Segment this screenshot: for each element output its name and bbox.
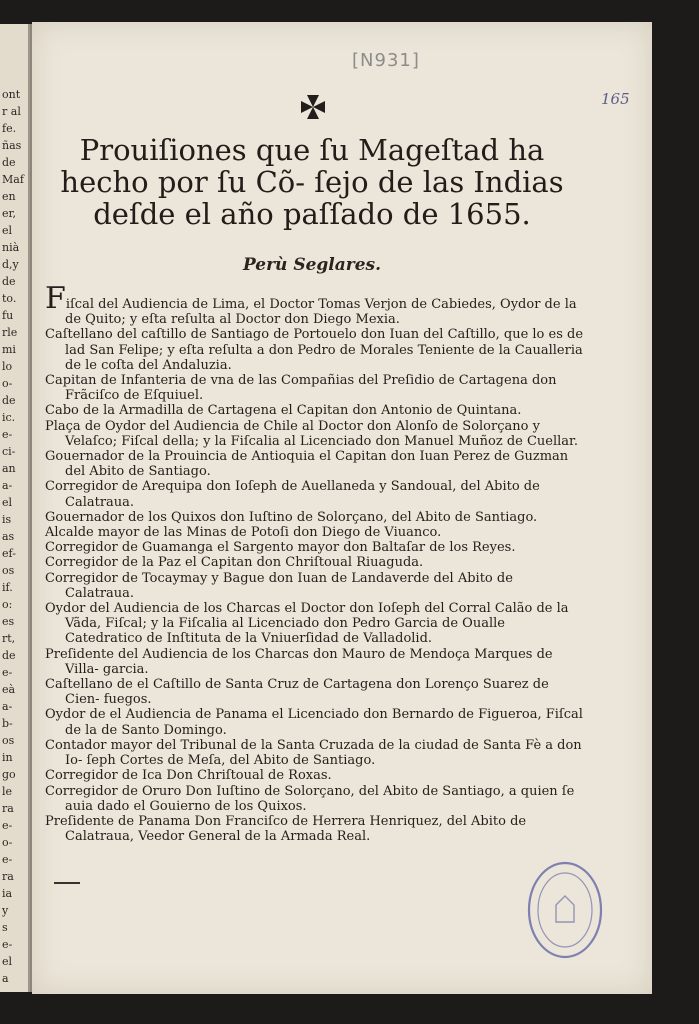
- section-heading: Perù Seglares.: [242, 255, 382, 275]
- facing-page-fragment: e-: [2, 819, 13, 832]
- list-item: Oydor del Audiencia de los Charcas el Doctor don Ioſeph del Corral Calão de la Vãda, Fiſcal; y la Fiſcalia al Licenciado don Pedro Garcia de Oualle Catedratico de Inſtituta de la Vniuerſidad de Valladolid.: [45, 601, 569, 647]
- facing-page-fragment: ñas: [2, 139, 22, 152]
- facing-page-fragment: b-: [2, 717, 13, 730]
- catalog-mark: [N931]: [352, 50, 420, 71]
- document-page: [32, 22, 652, 994]
- facing-page-fragment: os: [2, 734, 15, 747]
- end-flourish: [54, 878, 80, 884]
- facing-page-fragment: rt,: [2, 632, 16, 645]
- list-item: Corregidor de la Paz el Capitan don Chriſtoual Riuaguda.: [45, 555, 424, 571]
- maltese-cross-icon: [300, 94, 326, 120]
- facing-page-fragment: le: [2, 785, 13, 798]
- facing-page-fragment: y: [2, 904, 9, 917]
- library-stamp-icon: [526, 860, 604, 960]
- facing-page-fragment: mi: [2, 343, 16, 356]
- facing-page-fragment: e-: [2, 938, 13, 951]
- list-item: Preſidente del Audiencia de los Charcas don Mauro de Mendoça Marques de Villa- garcia.: [45, 646, 553, 677]
- list-item: Caſtellano de el Caſtillo de Santa Cruz de Cartagena don Lorenço Suarez de Cien- fuegos.: [45, 677, 549, 708]
- facing-page-fragment: el: [2, 224, 13, 237]
- list-item: Gouernador de los Quixos don Iuſtino de Solorçano, del Abito de Santiago.: [45, 509, 538, 525]
- facing-page-fragment: a: [2, 972, 9, 985]
- list-item: Caſtellano del caſtillo de Santiago de Portouelo don Iuan del Caſtillo, que lo es de lad San Felipe; y eſta reſulta a don Pedro de Morales Teniente de la Caualleria de le coſta del Andaluzia.: [45, 327, 584, 373]
- list-item: Preſidente de Panama Don Franciſco de Herrera Henriquez, del Abito de Calatraua, Veedor General de la Armada Real.: [45, 813, 527, 845]
- facing-page-fragment: ia: [2, 887, 13, 900]
- facing-page-fragment: nià: [2, 241, 20, 254]
- list-item: Cabo de la Armadilla de Cartagena el Capitan don Antonio de Quintana.: [45, 403, 522, 419]
- facing-page-fragment: as: [2, 530, 15, 543]
- facing-page-fragment: ra: [2, 802, 14, 815]
- list-item: Fiſcal del Audiencia de Lima, el Doctor Tomas Verjon de Cabiedes, Oydor de la de Quito; y eſta reſulta al Doctor don Diego Mexia.: [45, 281, 577, 328]
- facing-page-fragment: fe.: [2, 122, 17, 135]
- list-item: Corregidor de Arequipa don Ioſeph de Auellaneda y Sandoual, del Abito de Calatraua.: [45, 479, 540, 510]
- facing-page-fragment: ic.: [2, 411, 16, 424]
- facing-page-fragment: go: [2, 768, 16, 781]
- facing-page-fragment: rle: [2, 326, 18, 339]
- facing-page-fragment: a-: [2, 700, 13, 713]
- facing-page-fragment: fu: [2, 309, 14, 322]
- facing-page-fragment: e-: [2, 666, 13, 679]
- facing-page-fragment: r al: [2, 105, 21, 118]
- facing-page-fragment: s: [2, 921, 8, 934]
- facing-page-fragment: ci-: [2, 445, 16, 458]
- facing-page-fragment: e-: [2, 853, 13, 866]
- facing-page-fragment: in: [2, 751, 13, 764]
- list-item: Corregidor de Guamanga el Sargento mayor don Baltaſar de los Reyes.: [45, 540, 516, 556]
- facing-page-fragment: Maf: [2, 173, 24, 186]
- appointments-list: [45, 281, 585, 845]
- folio-number: 165: [601, 90, 630, 108]
- facing-page-fragment: de: [2, 649, 16, 662]
- facing-page-fragment: lo: [2, 360, 13, 373]
- facing-page-fragment: if.: [2, 581, 13, 594]
- facing-page-fragment: de: [2, 394, 16, 407]
- facing-page-fragment: an: [2, 462, 16, 475]
- facing-page-fragment: is: [2, 513, 12, 526]
- list-item: Corregidor de Ica Don Chriſtoual de Roxas.: [45, 768, 332, 784]
- list-item: Plaça de Oydor del Audiencia de Chile al Doctor don Alonſo de Solorçano y Velaſco; Fiſcal della; y la Fiſcalia al Licenciado don Manuel Muñoz de Cuellar.: [45, 418, 578, 449]
- list-item: Capitan de Infanteria de vna de las Compañias del Preſidio de Cartagena don Frãciſco de Eſquiuel.: [45, 373, 557, 404]
- facing-page-fragment: o-: [2, 836, 13, 849]
- facing-page-fragment: to.: [2, 292, 17, 305]
- facing-page-fragment: el: [2, 496, 13, 509]
- list-item: Corregidor de Tocaymay y Bague don Iuan de Landaverde del Abito de Calatraua.: [45, 570, 513, 601]
- list-item: Alcalde mayor de las Minas de Potoſi don Diego de Viuanco.: [45, 525, 442, 541]
- facing-page-fragment: de: [2, 275, 16, 288]
- list-item: Contador mayor del Tribunal de la Santa Cruzada de la ciudad de Santa Fè a don Io- ſeph Cortes de Meſa, del Abito de Santiago.: [45, 737, 582, 769]
- facing-page-fragment: os: [2, 564, 15, 577]
- facing-page-fragment: o-: [2, 377, 13, 390]
- facing-page-fragment: o:: [2, 598, 13, 611]
- list-item: Oydor de el Audiencia de Panama el Licenciado don Bernardo de Figueroa, Fiſcal de la de Santo Domingo.: [45, 707, 583, 738]
- list-item: Gouernador de la Prouincia de Antioquia el Capitan don Iuan Perez de Guzman del Abito de Santiago.: [45, 449, 569, 480]
- facing-page-fragment: en: [2, 190, 16, 203]
- list-item: Corregidor de Oruro Don Iuſtino de Solorçano, del Abito de Santiago, a quien ſe auia dado el Gouierno de los Quixos.: [45, 783, 575, 814]
- facing-page-fragment: ont: [2, 88, 21, 101]
- facing-page-fragment: a-: [2, 479, 13, 492]
- page-title: Prouiſiones que ſu Mageſtad ha hecho por ſu Cõ- ſejo de las Indias deſde el año paſſado de 1655.: [60, 133, 564, 231]
- facing-page-fragment: ef-: [2, 547, 16, 560]
- facing-page-fragment: eà: [2, 683, 16, 696]
- facing-page-fragment: er,: [2, 207, 17, 220]
- facing-page-fragment: de: [2, 156, 16, 169]
- facing-page-fragment: el: [2, 955, 13, 968]
- facing-page-fragment: d,y: [2, 258, 19, 271]
- facing-page-fragment: e-: [2, 428, 13, 441]
- facing-page-fragment: ra: [2, 870, 14, 883]
- facing-page-fragment: es: [2, 615, 15, 628]
